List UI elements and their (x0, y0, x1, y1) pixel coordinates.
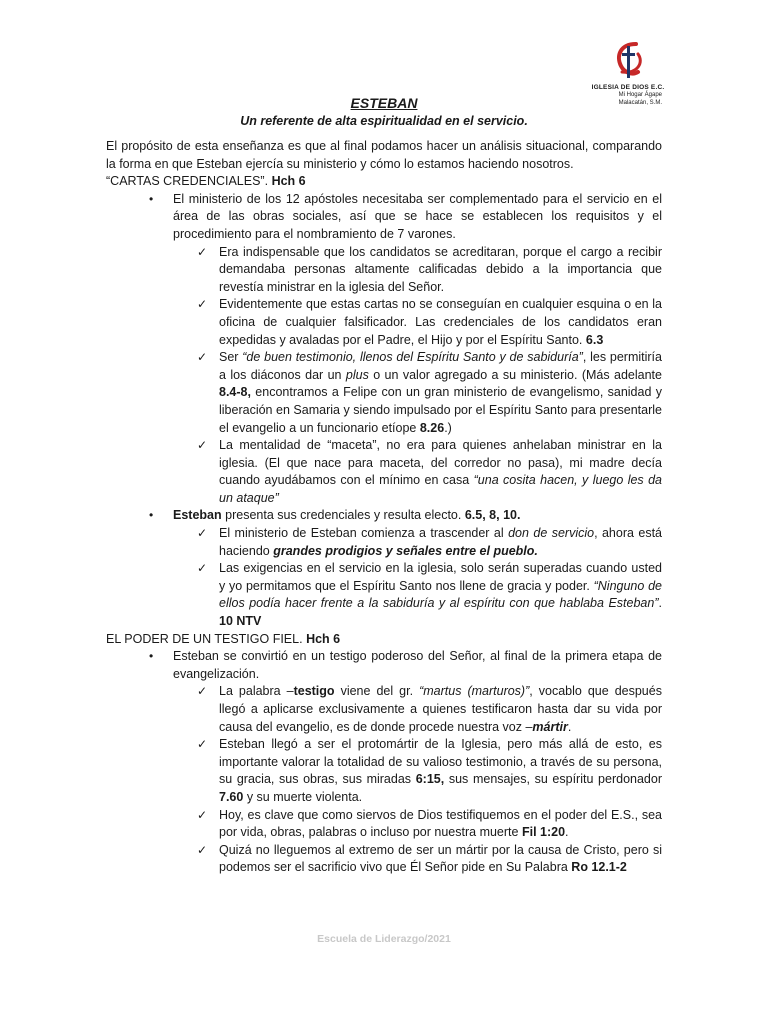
list-item: ✓ Ser “de buen testimonio, llenos del Espíritu Santo y de sabiduría”, les permitiría a los diáconos dar un plus o un valor agregado a su ministerio. (Más adelante 8.4-8, encontramos a Felipe con un gran ministerio de evangelismo, sanidad y liberación en Samaria y siendo impulsado por el Espíritu Santo para presentarle el evangelio a un funcionario etíope 8.26.) (197, 350, 662, 435)
check-icon: ✓ (197, 438, 208, 453)
intro-paragraph: El propósito de esta enseñanza es que al final podamos hacer un análisis situacional, comparando la forma en que Esteban ejercía su ministerio y cómo lo estamos haciendo nosotros. (106, 139, 662, 171)
document-title: ESTEBAN (350, 95, 418, 111)
check-icon: ✓ (197, 842, 208, 857)
list-item: ✓ Esteban llegó a ser el protomártir de la Iglesia, pero más allá de esto, es importante valorar la totalidad de su valioso testimonio, a través de su persona, su gracia, sus obras, sus miradas 6:15, sus mensajes, su espíritu perdonador 7.60 y su muerte violenta. (197, 737, 662, 804)
check-icon: ✓ (197, 350, 208, 365)
logo-church-subtitle: Mi Hogar Ágape (618, 92, 662, 98)
list-item: • Esteban presenta sus credenciales y resulta electo. 6.5, 8, 10. ✓ El ministerio de Esteban comienza a trascender al don de servicio, ahora está haciendo grandes prodigios y señales entre el pueblo. ✓ Las exigencias en el servicio en la iglesia, solo serán superadas cuando usted y yo permitamos que el Espíritu Santo nos llene de gracia y poder. “Ninguno de ellos podía hacer frente a la sabiduría y al espíritu con que hablaba Esteban”. 10 NTV (173, 507, 662, 630)
list-item: ✓ Quizá no lleguemos al extremo de ser un mártir por la causa de Cristo, pero si podemos ser el sacrificio vivo que Él Señor pide en Su Palabra Ro 12.1-2 (197, 842, 662, 875)
witness-list (106, 648, 662, 877)
list-item: ✓ Las exigencias en el servicio en la iglesia, solo serán superadas cuando usted y yo permitamos que el Espíritu Santo nos llene de gracia y poder. “Ninguno de ellos podía hacer frente a la sabiduría y al espíritu con que hablaba Esteban”. 10 NTV (197, 561, 662, 629)
logo-church-location: Malacatán, S.M. (618, 100, 662, 106)
list-item: ✓ La mentalidad de “maceta”, no era para quienes anhelaban ministrar en la iglesia. (El que nace para maceta, del corredor no pasa), mi madre decía cuando ayudábamos con el mínimo en casa “una cosita hacen, y luego les da un ataque” (197, 438, 662, 505)
section-heading-credentials: “CARTAS CREDENCIALES”. Hch 6 (106, 174, 306, 189)
list-item: ✓ La palabra –testigo viene del gr. “martus (marturos)”, vocablo que después llegó a aplicarse exclusivamente a quienes testificaron hasta dar su vida por causa del evangelio, es de donde procede nuestra voz –mártir. (197, 684, 662, 734)
check-icon: ✓ (197, 684, 208, 699)
list-item: ✓ Hoy, es clave que como siervos de Dios testifiquemos en el poder del E.S., sea por vida, obras, palabras o incluso por nuestra muerte Fil 1:20. (197, 807, 662, 840)
page-footer: Escuela de Liderazgo/2021 (317, 933, 451, 945)
checklist (173, 525, 662, 631)
checklist (173, 683, 662, 877)
bullet-icon: • (149, 508, 154, 523)
bullet-icon: • (149, 649, 154, 664)
checklist (173, 244, 662, 508)
list-item: ✓ Evidentemente que estas cartas no se conseguían en cualquier esquina o en la oficina de cualquier falsificador. Las credenciales de los candidatos eran expedidas y avaladas por el Padre, el Hijo y por el Espíritu Santo. 6.3 (197, 297, 662, 347)
check-icon: ✓ (197, 561, 208, 576)
check-icon: ✓ (197, 737, 208, 752)
bullet-icon: • (149, 191, 154, 206)
check-icon: ✓ (197, 807, 208, 822)
list-item: • El ministerio de los 12 apóstoles necesitaba ser complementado para el servicio en el área de las obras sociales, así que se hace se establecen los requisitos y el procedimiento para el nombramiento de 7 varones. ✓ Era indispensable que los candidatos se acreditaran, porque el cargo a recibir demandaba personas altamente calificadas debido a la importancia que revestía ministrar en la iglesia del Señor. ✓ Evidentemente que estas cartas no se conseguían en cualquier esquina o en la oficina de cualquier falsificador. Las credenciales de los candidatos eran expedidas y avaladas por el Padre, el Hijo y por el Espíritu Santo. 6.3 ✓ Ser “de buen testimonio, llenos del Espíritu Santo y de sabiduría”, les permitiría a los diáconos dar un plus o un valor agregado a su ministerio. (Más adelante 8.4-8, encontramos a Felipe con un gran ministerio de evangelismo, sanidad y liberación en Samaria y siendo impulsado por el Espíritu Santo para presentarle el evangelio a un funcionario etíope 8.26.) ✓ La mentalidad de “maceta”, no era para quienes anhelaban ministrar en la iglesia. (El que nace para maceta, del corredor no pasa), mi madre decía cuando ayudábamos con el mínimo en casa “una cosita hacen, y luego les da un ataque” (173, 191, 662, 508)
document-body (106, 138, 662, 877)
check-icon: ✓ (197, 526, 208, 541)
list-item: ✓ Era indispensable que los candidatos se acreditaran, porque el cargo a recibir demandaba personas altamente calificadas debido a la importancia que revestía ministrar en la iglesia del Señor. (197, 244, 662, 294)
logo-church-name: IGLESIA DE DIOS E.C. (591, 84, 665, 91)
document-subtitle: Un referente de alta espiritualidad en el servicio. (240, 114, 528, 128)
list-item: ✓ El ministerio de Esteban comienza a trascender al don de servicio, ahora está haciendo grandes prodigios y señales entre el pueblo. (197, 526, 663, 558)
check-icon: ✓ (197, 297, 208, 312)
credentials-list (106, 191, 662, 631)
church-emblem-icon (612, 40, 646, 82)
list-item: • Esteban se convirtió en un testigo poderoso del Señor, al final de la primera etapa de evangelización. ✓ La palabra –testigo viene del gr. “martus (marturos)”, vocablo que después llegó a aplicarse exclusivamente a quienes testificaron hasta dar su vida por causa del evangelio, es de donde procede nuestra voz –mártir. ✓ Esteban llegó a ser el protomártir de la Iglesia, pero más allá de esto, es importante valorar la totalidad de su valioso testimonio, a través de su persona, su gracia, sus obras, sus miradas 6:15, sus mensajes, su espíritu perdonador 7.60 y su muerte violenta. ✓ Hoy, es clave que como siervos de Dios testifiquemos en el poder del E.S., sea por vida, obras, palabras o incluso por nuestra muerte Fil 1:20. ✓ Quizá no lleguemos al extremo de ser un mártir por la causa de Cristo, pero si podemos ser el sacrificio vivo que Él Señor pide en Su Palabra Ro 12.1-2 (173, 648, 662, 877)
check-icon: ✓ (197, 244, 208, 259)
section-heading-witness: EL PODER DE UN TESTIGO FIEL. Hch 6 (106, 631, 341, 646)
